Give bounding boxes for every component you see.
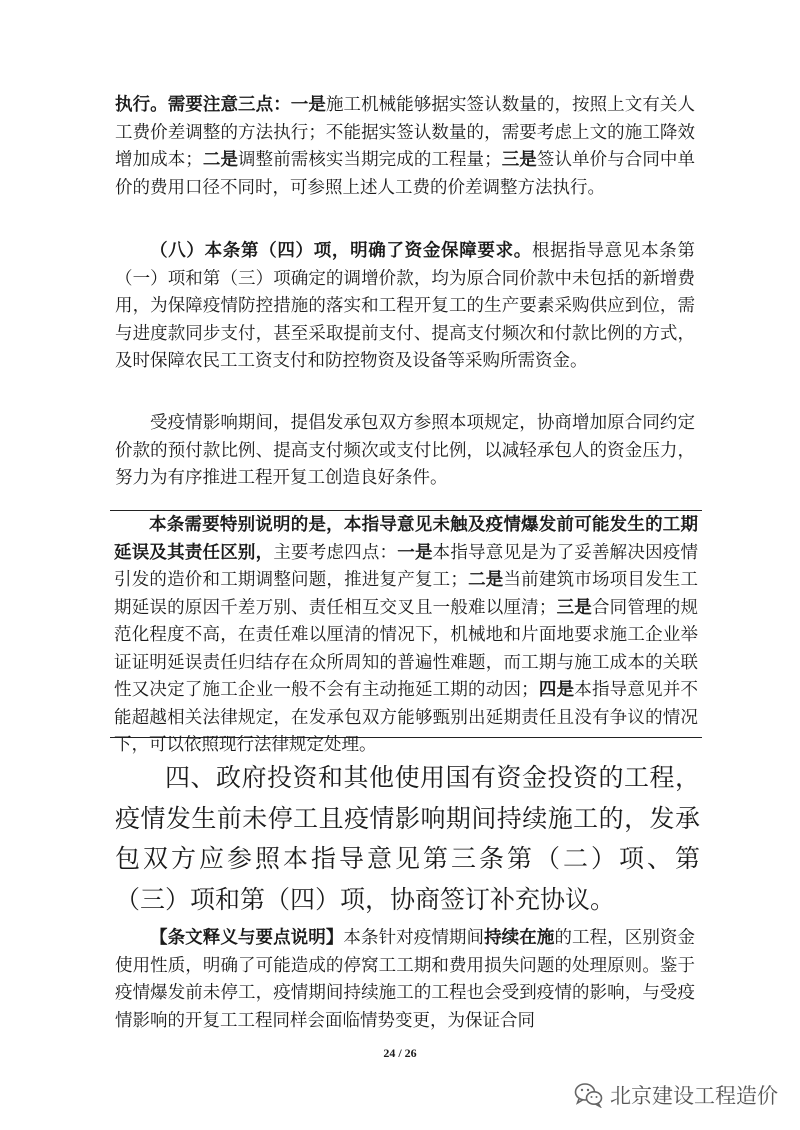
text-run: 本条针对疫情期间 [343, 928, 485, 948]
text-run: 主要考虑四点： [273, 542, 398, 563]
paragraph-funding-guarantee [115, 238, 695, 376]
paragraph-interpretation [115, 925, 695, 1035]
text-run: 根据指导意见本条第（一）项和第（三）项确定的调增价款，均为原合同价款中未包括的新增费用，为保障疫情防控措施的落实和工程开复工的生产要素采购供应到位，需与进度款同步支付，甚至采取提前支付、提高支付频次和付款比例的方式，及时保障农民工工资支付和防控物资及设备等采购所需资金。 [115, 241, 696, 371]
text-run: 本指导意见并不能超越相关法律规定，在发承包双方能够甄别出延期责任且没有争议的情况下，可以依照现行法律规定处理。 [114, 680, 698, 755]
bold-run: 本条需要特别说明的是，本指导意见未触及疫情爆发前可能发生的工期延误及其责任区别， [114, 515, 698, 563]
bold-run: （八）本条第（四）项，明确了资金保障要求。 [150, 241, 532, 261]
article-four-heading [115, 758, 700, 920]
bold-run: 四是 [538, 680, 575, 700]
bold-run: 二是 [467, 570, 504, 590]
text-run: 本指导意见是为了妥善解决因疫情引发的造价和工期调整问题，推进复产复工； [114, 542, 698, 590]
text-run: 调整前需核实当期完成的工程量； [238, 150, 502, 170]
bold-run: 二是 [202, 150, 239, 170]
bold-run: 执行。需要注意三点： [115, 95, 291, 115]
special-note-box [110, 510, 702, 755]
watermark [574, 1080, 778, 1110]
text-run: 当前建筑市场项目发生工期延误的原因千差万别、责任相互交叉且一般难以厘清； [114, 570, 698, 618]
heading-text: 四、政府投资和其他使用国有资金投资的工程，疫情发生前未停工且疫情影响期间持续施工的，发承包双方应参照本指导意见第三条第（二）项、第（三）项和第（四）项，协商签订补充协议。 [115, 763, 700, 914]
text-run: 合同管理的规范化程度不高，在责任难以厘清的情况下，机械地和片面地要求施工企业举证证明延误责任归结存在众所周知的普遍性难题，而工期与施工成本的关联性又决定了施工企业一般不会有主动拖延工期的动因； [114, 597, 698, 700]
page-number: 24 / 26 [383, 1046, 417, 1060]
paragraph-machinery-notes [115, 92, 695, 202]
text-run: 施工机械能够据实签认数量的，按照上文有关人工费价差调整的方法执行；不能据实签认数量的，需要考虑上文的施工降效增加成本； [115, 95, 695, 170]
text-run: 受疫情影响期间，提倡发承包双方参照本项规定，协商增加原合同约定价款的预付款比例、提高支付频次或支付比例，以减轻承包人的资金压力，努力为有序推进工程开复工创造良好条件。 [115, 413, 695, 488]
bold-run: 三是 [556, 597, 592, 618]
bold-run: 一是 [397, 542, 433, 563]
bold-run: 持续在施 [484, 928, 555, 948]
text-run: 的工程，区别资金使用性质，明确了可能造成的停窝工工期和费用损失问题的处理原则。鉴于疫情爆发前未停工，疫情期间持续施工的工程也会受到疫情的影响，与受疫情影响的开复工工程同样会面临情势变更，为保证合同 [115, 928, 696, 1031]
bold-run: 三是 [501, 150, 537, 170]
bold-run: 【条文释义与要点说明】 [150, 928, 344, 948]
watermark-text: 北京建设工程造价 [610, 1084, 778, 1108]
wechat-icon [574, 1082, 604, 1108]
paragraph-prepayment [115, 410, 695, 493]
bold-run: 一是 [290, 95, 326, 115]
text-run: 签认单价与合同中单价的费用口径不同时，可参照上述人工费的价差调整方法执行。 [115, 150, 695, 198]
